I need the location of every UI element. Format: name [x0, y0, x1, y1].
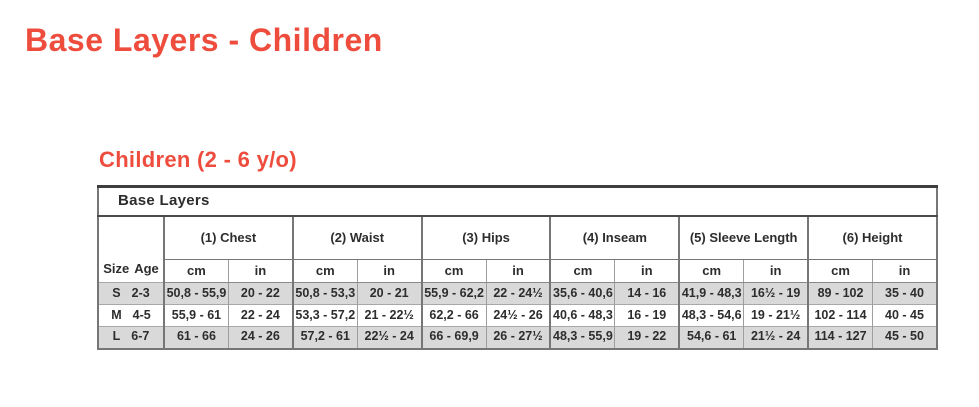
sleeve-length-cm-cell: 41,9 - 48,3 [679, 283, 743, 305]
waist-in-cell: 20 - 21 [357, 283, 421, 305]
units-header-row [98, 260, 937, 283]
height-in-cell: 45 - 50 [872, 327, 937, 349]
unit-header-cm: cm [808, 260, 872, 283]
size-value: M [111, 307, 122, 322]
hips-cm-cell: 55,9 - 62,2 [422, 283, 486, 305]
chest-in-cell: 20 - 22 [228, 283, 292, 305]
table-title: Base Layers [98, 187, 937, 216]
age-value: 4-5 [132, 307, 151, 322]
age-value: 2-3 [131, 285, 150, 300]
inseam-cm-cell: 35,6 - 40,6 [550, 283, 614, 305]
group-header-waist: (2) Waist [293, 216, 422, 260]
unit-header-in: in [357, 260, 421, 283]
inseam-in-cell: 19 - 22 [615, 327, 679, 349]
unit-header-cm: cm [679, 260, 743, 283]
size-age-header [98, 216, 164, 283]
inseam-cm-cell: 48,3 - 55,9 [550, 327, 614, 349]
size-cell [98, 283, 164, 305]
unit-header-in: in [744, 260, 808, 283]
sleeve-length-cm-cell: 48,3 - 54,6 [679, 305, 743, 327]
waist-cm-cell: 53,3 - 57,2 [293, 305, 357, 327]
height-cm-cell: 89 - 102 [808, 283, 872, 305]
chest-cm-cell: 55,9 - 61 [164, 305, 228, 327]
chest-in-cell: 22 - 24 [228, 305, 292, 327]
waist-in-cell: 21 - 22½ [357, 305, 421, 327]
unit-header-in: in [228, 260, 292, 283]
hips-in-cell: 22 - 24½ [486, 283, 550, 305]
chest-cm-cell: 50,8 - 55,9 [164, 283, 228, 305]
size-chart-table [97, 185, 938, 350]
unit-header-cm: cm [550, 260, 614, 283]
group-header-chest: (1) Chest [164, 216, 293, 260]
unit-header-cm: cm [422, 260, 486, 283]
hips-cm-cell: 66 - 69,9 [422, 327, 486, 349]
age-header-label: Age [134, 260, 159, 276]
size-value: S [112, 285, 121, 300]
table-row-size-s [98, 283, 937, 305]
sleeve-length-in-cell: 19 - 21½ [744, 305, 808, 327]
size-value: L [112, 329, 121, 344]
unit-header-in: in [872, 260, 937, 283]
size-header-label: Size [103, 260, 130, 276]
inseam-in-cell: 14 - 16 [615, 283, 679, 305]
unit-header-cm: cm [293, 260, 357, 283]
unit-header-in: in [486, 260, 550, 283]
chest-in-cell: 24 - 26 [228, 327, 292, 349]
hips-in-cell: 26 - 27½ [486, 327, 550, 349]
table-row-size-m [98, 305, 937, 327]
chest-cm-cell: 61 - 66 [164, 327, 228, 349]
sleeve-length-in-cell: 16½ - 19 [744, 283, 808, 305]
hips-cm-cell: 62,2 - 66 [422, 305, 486, 327]
unit-header-in: in [615, 260, 679, 283]
height-cm-cell: 114 - 127 [808, 327, 872, 349]
height-in-cell: 35 - 40 [872, 283, 937, 305]
sleeve-length-cm-cell: 54,6 - 61 [679, 327, 743, 349]
unit-header-cm: cm [164, 260, 228, 283]
sleeve-length-in-cell: 21½ - 24 [744, 327, 808, 349]
waist-cm-cell: 57,2 - 61 [293, 327, 357, 349]
group-header-row [98, 216, 937, 260]
height-cm-cell: 102 - 114 [808, 305, 872, 327]
group-header-inseam: (4) Inseam [550, 216, 679, 260]
inseam-cm-cell: 40,6 - 48,3 [550, 305, 614, 327]
page-title: Base Layers - Children [25, 22, 383, 58]
hips-in-cell: 24½ - 26 [486, 305, 550, 327]
height-in-cell: 40 - 45 [872, 305, 937, 327]
group-header-hips: (3) Hips [422, 216, 551, 260]
waist-cm-cell: 50,8 - 53,3 [293, 283, 357, 305]
size-cell [98, 305, 164, 327]
group-header-sleeve-length: (5) Sleeve Length [679, 216, 808, 260]
waist-in-cell: 22½ - 24 [357, 327, 421, 349]
age-value: 6-7 [131, 329, 150, 344]
table-row-size-l [98, 327, 937, 349]
size-chart [97, 185, 938, 350]
section-heading: Children (2 - 6 y/o) [99, 147, 297, 172]
inseam-in-cell: 16 - 19 [615, 305, 679, 327]
size-cell [98, 327, 164, 349]
group-header-height: (6) Height [808, 216, 937, 260]
table-title-row [98, 187, 937, 216]
